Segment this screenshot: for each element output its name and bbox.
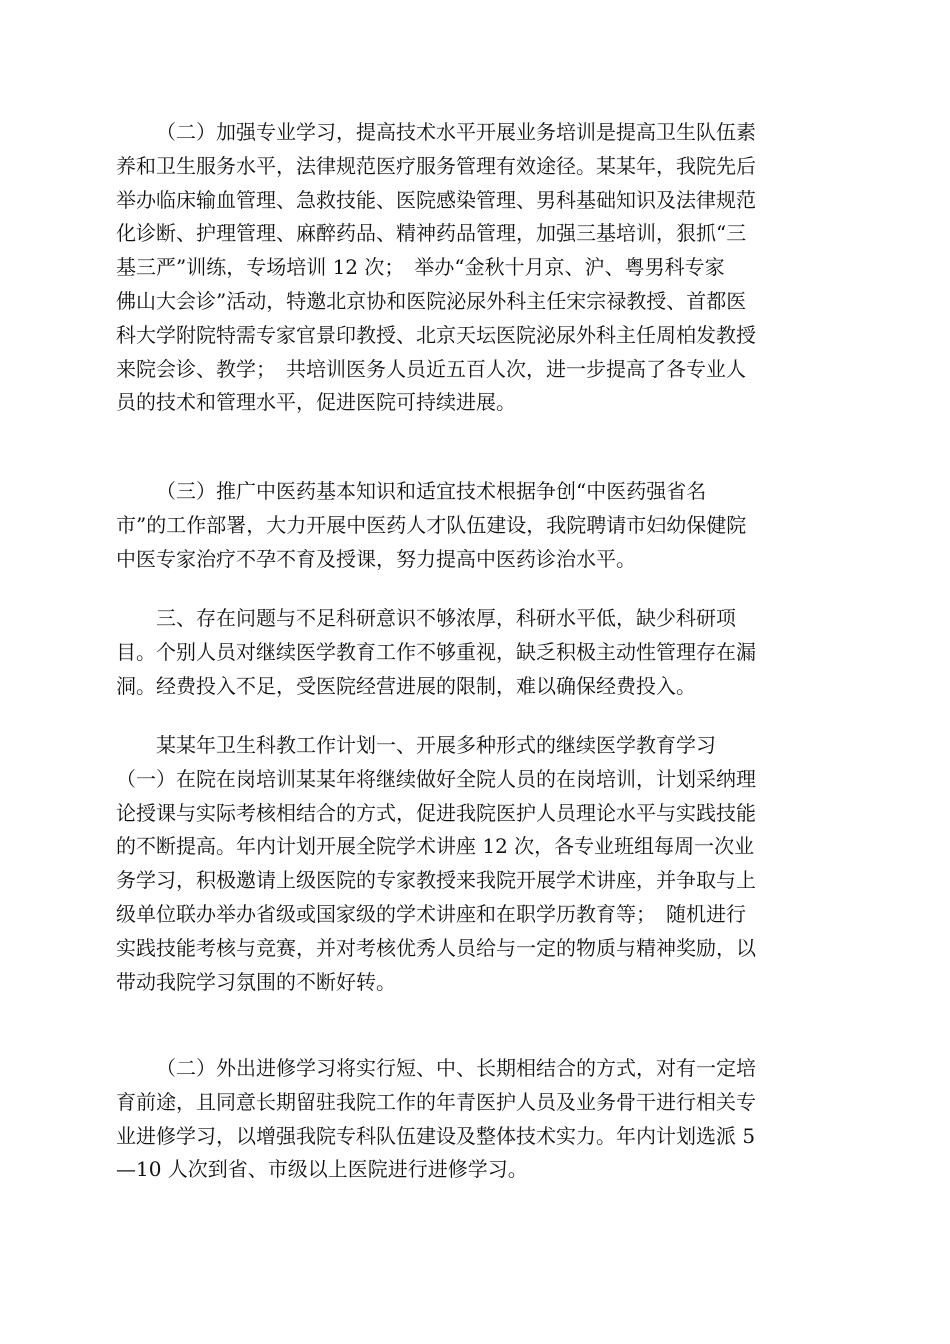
text-line: 员的技术和管理水平，促进医院可持续进展。 bbox=[116, 390, 516, 415]
text-line: 三、存在问题与不足科研意识不够浓厚，科研水平低，缺少科研项 bbox=[156, 606, 736, 630]
text-line: 目。个别人员对继续医学教育工作不够重视，缺乏积极主动性管理存在漏 bbox=[116, 639, 756, 664]
text-line: 科大学附院特需专家官景印教授、北京天坛医院泌尿外科主任周柏发教授 bbox=[116, 322, 756, 347]
text-line: 务学习，积极邀请上级医院的专家教授来我院开展学术讲座，并争取与上 bbox=[116, 868, 756, 893]
paragraph-tcm-promotion bbox=[116, 475, 830, 576]
paragraph-existing-problems bbox=[116, 602, 830, 703]
text-line: 的不断提高。年内计划开展全院学术讲座 12 次，各专业班组每周一次业 bbox=[116, 834, 755, 859]
text-line: 市”的工作部署，大力开展中医药人才队伍建设，我院聘请市妇幼保健院 bbox=[116, 512, 747, 537]
text-line: 中医专家治疗不孕不育及授课，努力提高中医药诊治水平。 bbox=[116, 546, 636, 571]
text-line: —10 人次到省、市级以上医院进行进修学习。 bbox=[116, 1157, 528, 1182]
text-line: 级单位联办举办省级或国家级的学术讲座和在职学历教育等； 随机进行 bbox=[116, 901, 746, 926]
text-line: 养和卫生服务水平，法律规范医疗服务管理有效途径。某某年，我院先后 bbox=[116, 153, 756, 178]
text-line: 洞。经费投入不足，受医院经营进展的限制，难以确保经费投入。 bbox=[116, 673, 696, 698]
paragraph-work-plan bbox=[116, 729, 830, 999]
text-line: （二）加强专业学习，提高技术水平开展业务培训是提高卫生队伍素 bbox=[156, 120, 756, 144]
text-line: 某某年卫生科教工作计划一、开展多种形式的继续医学教育学习 bbox=[156, 733, 716, 757]
text-line: （三）推广中医药基本知识和适宜技术根据争创“中医药强省名 bbox=[156, 479, 707, 503]
text-line: （一）在院在岗培训某某年将继续做好全院人员的在岗培训，计划采纳理 bbox=[116, 766, 756, 791]
text-line: （二）外出进修学习将实行短、中、长期相结合的方式，对有一定培 bbox=[156, 1056, 756, 1080]
text-line: 基三严”训练，专场培训 12 次； 举办“金秋十月京、沪、粤男科专家 bbox=[116, 255, 725, 280]
text-line: 论授课与实际考核相结合的方式，促进我院医护人员理论水平与实践技能 bbox=[116, 800, 756, 825]
paragraph-professional-training bbox=[116, 116, 830, 420]
text-line: 举办临床输血管理、急救技能、医院感染管理、男科基础知识及法律规范 bbox=[116, 187, 756, 212]
text-line: 带动我院学习氛围的不断好转。 bbox=[116, 969, 396, 994]
text-line: 育前途，且同意长期留驻我院工作的年青医护人员及业务骨干进行相关专 bbox=[116, 1089, 756, 1114]
text-line: 佛山大会诊”活动，特邀北京协和医院泌尿外科主任宋宗禄教授、首都医 bbox=[116, 288, 747, 313]
text-line: 来院会诊、教学； 共培训医务人员近五百人次，进一步提高了各专业人 bbox=[116, 356, 746, 381]
text-line: 化诊断、护理管理、麻醉药品、精神药品管理，加强三基培训，狠抓“三 bbox=[116, 221, 747, 246]
paragraph-external-training bbox=[116, 1052, 830, 1187]
text-line: 实践技能考核与竞赛，并对考核优秀人员给与一定的物质与精神奖励，以 bbox=[116, 935, 756, 960]
text-line: 业进修学习，以增强我院专科队伍建设及整体技术实力。年内计划选派 5 bbox=[116, 1123, 756, 1148]
